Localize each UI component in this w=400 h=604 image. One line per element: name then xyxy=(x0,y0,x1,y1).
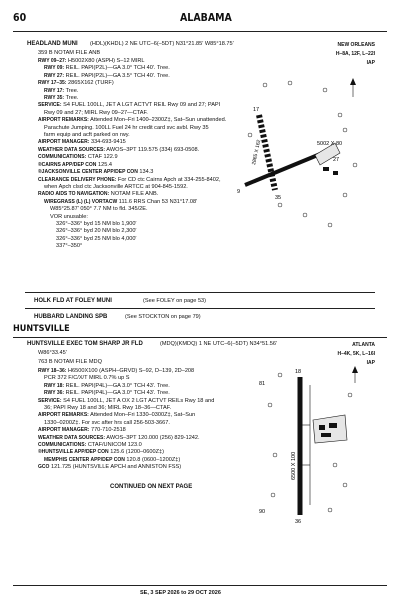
field-value: Attended Mon–Fri 1330–0300Z‡, Sat–Sun xyxy=(90,412,196,419)
headland-ident-line: (HDL)(KHDL) 2 NE UTC–6(–5DT) N31°21.85′ W85°18.75′ xyxy=(90,41,234,47)
field-label: CLEARANCE DELIVERY PHONE: xyxy=(38,176,117,183)
field-value: H5002X80 (ASPH) S–12 MIRL xyxy=(68,58,145,64)
text-line xyxy=(38,435,214,442)
text-line xyxy=(38,228,226,235)
header-rule xyxy=(13,31,387,32)
field-value: 36; PAPI Rwy 18 and 36; MIRL Rwy 18–36—CTAF. xyxy=(44,405,172,412)
field-label: MEMPHIS CENTER APP/DEP CON xyxy=(44,456,125,463)
text-line xyxy=(38,236,226,243)
airport-name-hubbard: HUBBARD LANDING SPB xyxy=(34,314,108,320)
headland-region: NEW ORLEANS xyxy=(337,42,375,48)
text-line xyxy=(38,464,214,471)
headland-airport-diagram xyxy=(237,75,365,250)
field-label: AIRPORT REMARKS: xyxy=(38,412,89,419)
field-value: 2865X162 (TURF) xyxy=(68,80,114,87)
field-value: CTAF 122.9 xyxy=(87,154,118,161)
section-rule xyxy=(13,337,387,338)
text-line xyxy=(38,147,226,154)
airport-name-holk: HOLK FLD AT FOLEY MUNI xyxy=(34,298,112,304)
field-value: VOR unusable: xyxy=(50,213,88,220)
headland-text-block xyxy=(38,58,226,251)
field-value: 125.6 (1200–0600Z‡) xyxy=(110,449,165,456)
field-value: REIL. PAPI(P2L)—GA 3.0° TCH 40′. Tree. xyxy=(65,65,170,72)
text-line xyxy=(38,117,226,124)
field-value: AWOS–3PT 120.000 (256) 829-1242. xyxy=(106,434,200,441)
text-line xyxy=(38,110,226,117)
hsv-end-36: 36 xyxy=(295,519,302,525)
field-value: W85°25.87′ 050° 7.7 NM to fld. 345/2E. xyxy=(50,206,148,213)
text-line xyxy=(38,375,214,382)
footer-rule xyxy=(13,585,387,586)
field-value: CTAF/UNICOM 123.0 xyxy=(87,442,142,449)
field-label: WEATHER DATA SOURCES: xyxy=(38,146,106,153)
text-line xyxy=(38,65,226,72)
hsv-rwy-label: 6500 X 100 xyxy=(291,451,297,480)
text-line xyxy=(38,457,214,464)
field-label: ®CAIRNS APP/DEP CON xyxy=(38,161,97,168)
field-value: REIL. PAPI(P4L)—GA 3.0° TCH 43′. Tree. xyxy=(65,382,170,389)
field-value: REIL. PAPI(P2L)—GA 3.5° TCH 40′. Tree. xyxy=(65,72,170,79)
text-line xyxy=(38,177,226,184)
field-value: 120.8 (0600–1200Z‡) xyxy=(126,456,181,463)
text-line xyxy=(38,95,226,102)
field-label: RWY 35: xyxy=(44,95,65,102)
field-label: SERVICE: xyxy=(38,397,62,404)
huntsville-airport-diagram xyxy=(255,365,365,525)
field-value: H6500X100 (ASPH–GRVD) S–92, D–139, 2D–208 xyxy=(68,368,195,374)
state-title: ALABAMA xyxy=(180,12,232,24)
airport-name-huntsville: HUNTSVILLE EXEC TOM SHARP JR FLD xyxy=(27,341,143,347)
text-line xyxy=(38,169,226,176)
field-value: 125.4 xyxy=(97,161,112,168)
text-line xyxy=(38,73,226,80)
text-line xyxy=(38,398,214,405)
text-line xyxy=(38,199,226,206)
field-value: 121.725 (HUNTSVILLE APCH and ANNISTON FSS) xyxy=(50,464,182,471)
text-line xyxy=(38,221,226,228)
field-label: ®JACKSONVILLE CENTER APP/DEP CON xyxy=(38,169,138,176)
airport-name-headland: HEADLAND MUNI xyxy=(27,41,78,47)
text-line xyxy=(38,132,226,139)
text-line xyxy=(38,191,226,198)
text-line xyxy=(38,412,214,419)
field-label: RWY 17–35: xyxy=(38,80,67,87)
field-value: farm equip and acft parked on rwy. xyxy=(44,132,130,139)
huntsville-elev-line: 763 B NOTAM FILE MDQ xyxy=(38,359,102,365)
diag-rwy-09-27-label: 5002 X 80 xyxy=(317,141,343,147)
section-title-huntsville: HUNTSVILLE xyxy=(13,324,70,334)
text-line xyxy=(38,206,226,213)
field-value: Rwy 09 and 27; MIRL Rwy 09–27—CTAF. xyxy=(44,109,148,116)
huntsville-chart-ref: H–4K, 5K, L–16I xyxy=(337,351,375,357)
diag-end-35: 35 xyxy=(275,195,282,201)
text-line xyxy=(38,184,226,191)
field-label: COMMUNICATIONS: xyxy=(38,442,87,449)
field-label: RWY 27: xyxy=(44,72,65,79)
field-label: GCO xyxy=(38,464,50,471)
huntsville-region: ATLANTA xyxy=(352,342,375,348)
text-line xyxy=(38,102,226,109)
text-line xyxy=(38,449,214,456)
diag-end-9: 9 xyxy=(237,189,241,195)
huntsville-iap: IAP xyxy=(366,360,375,366)
field-label: WEATHER DATA SOURCES: xyxy=(38,434,106,441)
text-line xyxy=(38,139,226,146)
field-label: RWY 18–36: xyxy=(38,368,67,374)
field-value: REIL. PAPI(P4L)—GA 3.0° TCH 43′. Tree. xyxy=(65,390,170,397)
text-line xyxy=(38,162,226,169)
holk-ref: (See FOLEY on page 53) xyxy=(143,298,207,304)
field-value: Parachute Jumping. 100LL Fuel 24 hr credit card svc avbl. Rwy 35 xyxy=(44,124,209,131)
headland-elev-line: 359 B NOTAM FILE ANB xyxy=(38,50,101,56)
field-label: RWY 36: xyxy=(44,390,65,397)
text-line xyxy=(38,390,214,397)
field-value: 1330–0200Z‡. For svc after hrs call 256-503-3667. xyxy=(44,419,170,426)
headland-chart-ref: H–8A, 12F, L–22I xyxy=(335,51,375,57)
field-value: S4 FUEL 100LL, JET A OX 2 LGT ACTVT REILs Rwy 18 and xyxy=(63,397,215,404)
text-line xyxy=(38,405,214,412)
field-label: COMMUNICATIONS: xyxy=(38,154,87,161)
field-value: AWOS–3PT 119.575 (334) 693-0508. xyxy=(106,146,200,153)
field-value: 337°–350° xyxy=(56,243,83,250)
text-line xyxy=(38,88,226,95)
field-label: RWY 09: xyxy=(44,65,65,72)
field-label: RADIO AIDS TO NAVIGATION: xyxy=(38,191,110,198)
text-line xyxy=(38,383,214,390)
text-line xyxy=(38,125,226,132)
field-value: NOTAM FILE ANB. xyxy=(110,191,159,198)
field-value: 326°–336° byd 25 NM blo 4,000′ xyxy=(56,235,137,242)
field-value: 334-693-9415 xyxy=(90,139,126,146)
field-value: For CD ctc Cairns Apch at 334-255-8402, xyxy=(117,176,221,183)
field-label: RWY 17: xyxy=(44,87,65,94)
huntsville-coords2: W86°33.45′ xyxy=(38,350,67,356)
page-number: 60 xyxy=(13,12,27,24)
huntsville-text-block xyxy=(38,368,214,472)
hsv-end-18: 18 xyxy=(295,369,302,375)
text-line xyxy=(38,243,226,250)
hsv-elev-90: 90 xyxy=(259,509,266,515)
text-line xyxy=(38,80,226,87)
hubbard-ref: (See STOCKTON on page 79) xyxy=(125,314,201,320)
field-label: AIRPORT MANAGER: xyxy=(38,427,90,434)
field-value: 111.6 RRS Chan 53 N31°17.08′ xyxy=(118,198,198,205)
field-label: WIREGRASS (L) (L) VORTACW xyxy=(44,198,118,205)
text-line xyxy=(38,368,214,375)
headland-iap: IAP xyxy=(366,60,375,66)
text-line xyxy=(38,420,214,427)
field-label: AIRPORT REMARKS: xyxy=(38,117,89,124)
entry-rule-2 xyxy=(25,308,375,309)
continued-note: CONTINUED ON NEXT PAGE xyxy=(110,484,193,490)
text-line xyxy=(38,214,226,221)
field-label: AIRPORT MANAGER: xyxy=(38,139,90,146)
field-value: Tree. xyxy=(65,87,79,94)
field-value: S4 FUEL 100LL, JET A LGT ACTVT REIL Rwy 09 and 27; PAPI xyxy=(63,102,221,109)
field-value: 326°–336° byd 20 NM blo 2,300′ xyxy=(56,228,137,235)
effective-dates: SE, 3 SEP 2026 to 29 OCT 2026 xyxy=(140,590,221,596)
field-label: RWY 09–27: xyxy=(38,58,67,64)
huntsville-ident-line: (MDQ)(KMDQ) 1 NE UTC–6(–5DT) N34°51.56′ xyxy=(160,341,278,347)
field-label: ®HUNTSVILLE APP/DEP CON xyxy=(38,449,109,456)
text-line xyxy=(38,58,226,65)
field-label: RWY 18: xyxy=(44,382,65,389)
diag-rwy-17-35-label: 2865 X 162 xyxy=(251,139,263,166)
text-line xyxy=(38,154,226,161)
diag-end-17: 17 xyxy=(253,107,260,113)
field-value: Tree. xyxy=(65,95,79,102)
diag-end-27: 27 xyxy=(333,157,340,163)
entry-rule-1 xyxy=(25,292,375,293)
field-value: 326°–336° byd 15 NM blo 1,900′ xyxy=(56,220,137,227)
field-value: 770-710-2518 xyxy=(90,427,126,434)
text-line xyxy=(38,427,214,434)
field-value: PCR 372 F/C/X/T MIRL 0.7% up S xyxy=(44,375,130,382)
hsv-elev-81: 81 xyxy=(259,381,266,387)
field-label: SERVICE: xyxy=(38,102,62,109)
field-value: Attended Mon–Fri 1400–2300Z‡, Sat–Sun unattended. xyxy=(90,117,227,124)
field-value: when Apch clsd ctc Jacksonville ARTCC at 904-845-1592. xyxy=(44,183,188,190)
field-value: 134.3 xyxy=(139,169,154,176)
